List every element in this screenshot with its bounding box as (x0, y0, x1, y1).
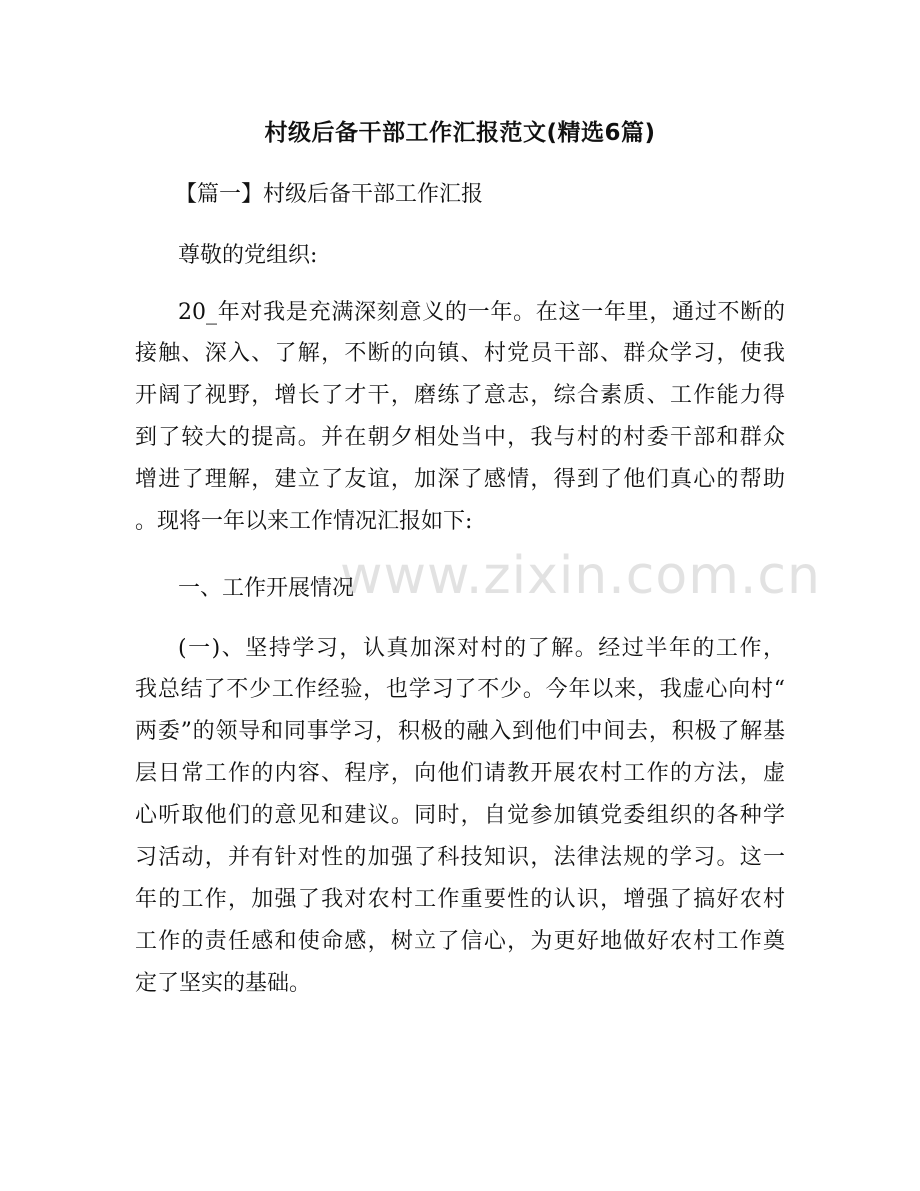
page-title: 村级后备干部工作汇报范文(精选6篇) (264, 120, 656, 146)
salutation: 尊敬的党组织: (178, 243, 318, 268)
paragraph2-line: (一)、坚持学习，认真加深对村的了解。经过半年的工作， (178, 636, 785, 661)
paragraph1-line: 增进了理解，建立了友谊，加深了感情，得到了他们真心的帮助 (135, 467, 785, 492)
paragraph2-line: 我总结了不少工作经验，也学习了不少。今年以来，我虚心向村“ (135, 677, 785, 702)
paragraph2-line: 两委”的领导和同事学习，积极的融入到他们中间去，积极了解基 (135, 719, 785, 744)
paragraph2-line: 层日常工作的内容、程序，向他们请教开展农村工作的方法，虚 (135, 761, 785, 786)
paragraph1-line: 接触、深入、了解，不断的向镇、村党员干部、群众学习，使我 (135, 341, 785, 366)
subheading: 一、工作开展情况 (178, 576, 355, 601)
section-heading: 【篇一】村级后备干部工作汇报 (175, 182, 484, 207)
paragraph1-line: 开阔了视野，增长了才干，磨练了意志，综合素质、工作能力得 (135, 383, 785, 408)
paragraph2-line: 心听取他们的意见和建议。同时，自觉参加镇党委组织的各种学 (135, 803, 785, 828)
paragraph1-line: 。现将一年以来工作情况汇报如下: (135, 509, 473, 534)
paragraph2-line: 工作的责任感和使命感，树立了信心，为更好地做好农村工作奠 (135, 929, 785, 954)
paragraph2-line: 定了坚实的基础。 (135, 971, 312, 996)
paragraph2-line: 习活动，并有针对性的加强了科技知识，法律法规的学习。这一 (135, 845, 785, 870)
paragraph1-line: 到了较大的提高。并在朝夕相处当中，我与村的村委干部和群众 (135, 425, 785, 450)
paragraph1-line: 20_年对我是充满深刻意义的一年。在这一年里，通过不断的 (178, 300, 785, 325)
paragraph2-line: 年的工作，加强了我对农村工作重要性的认识，增强了搞好农村 (135, 887, 785, 912)
watermark: www.zixin.com.cn (340, 546, 821, 606)
